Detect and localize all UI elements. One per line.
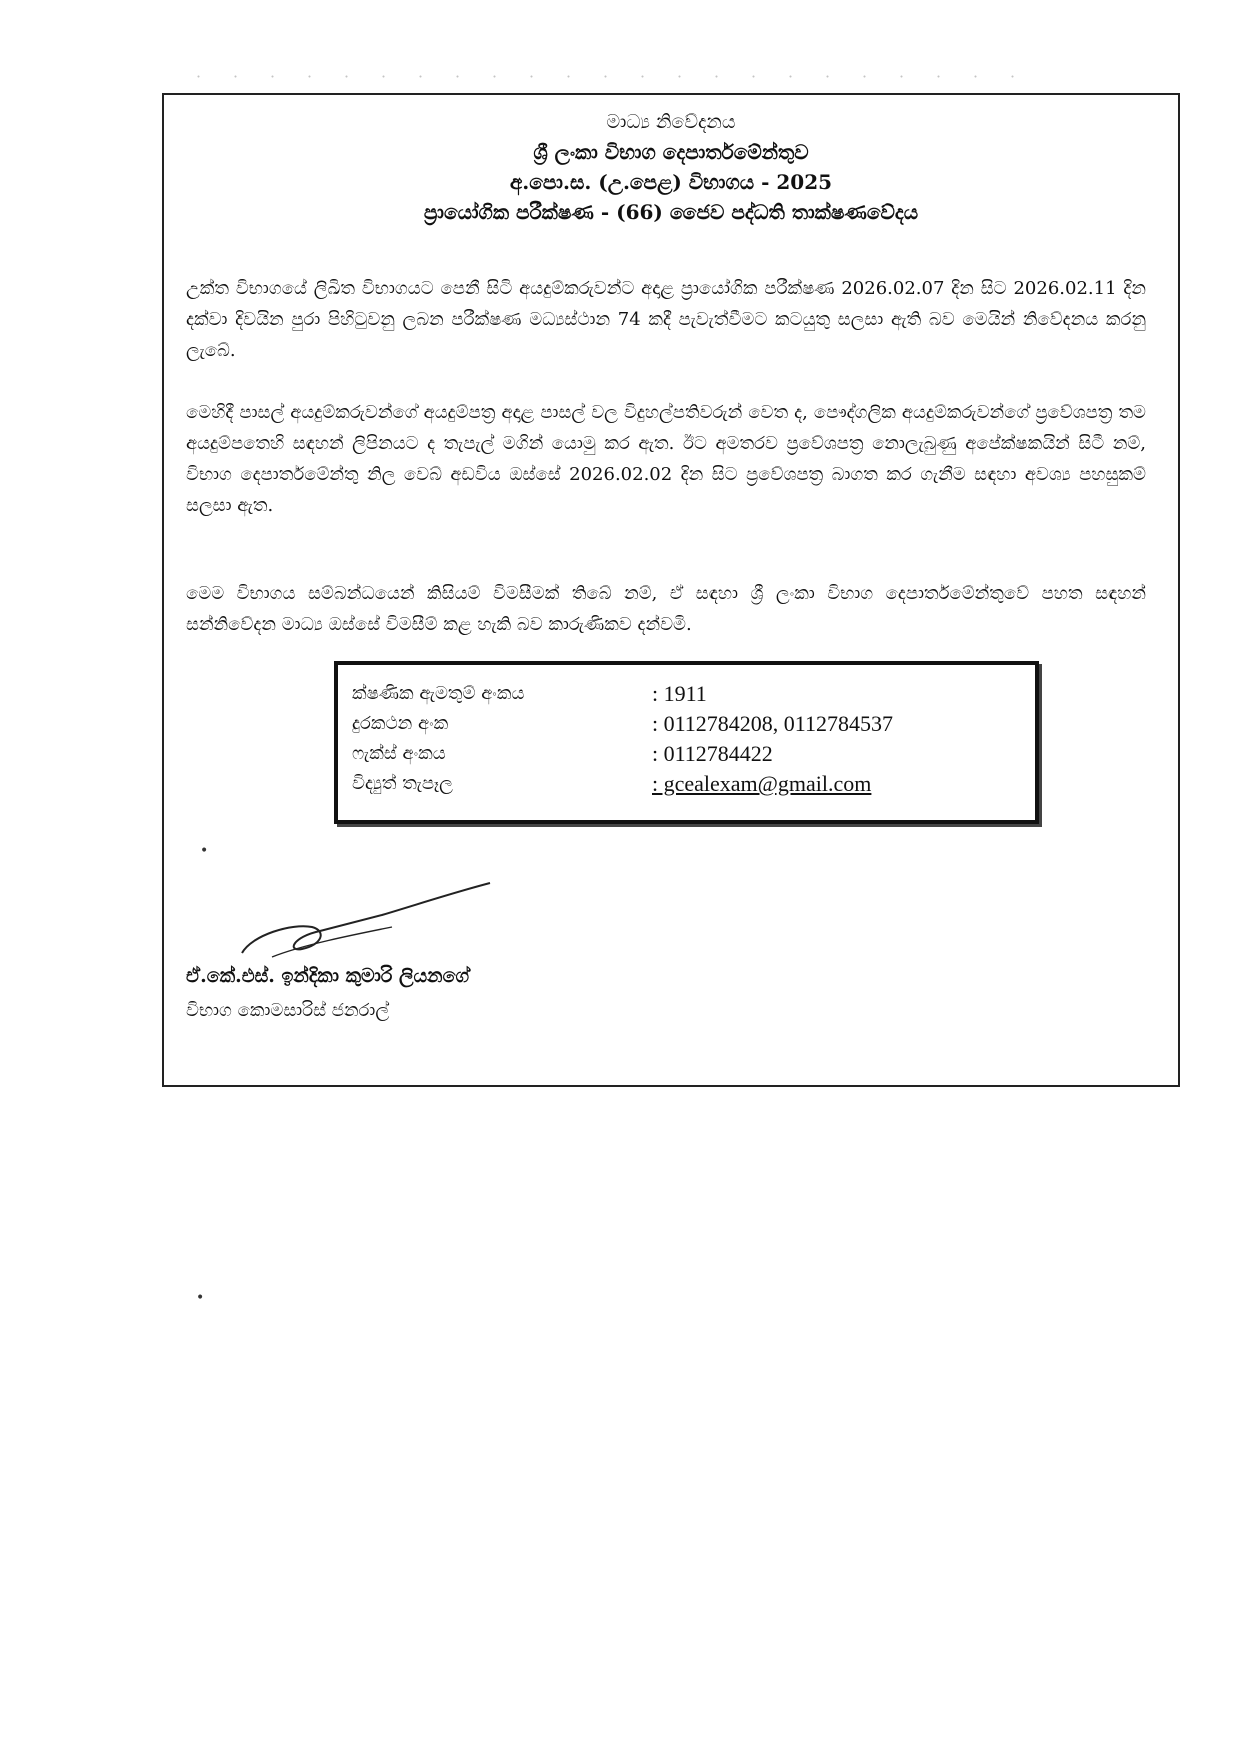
notice-frame	[162, 93, 1180, 1087]
header-department: ශ්‍රී ලංකා විභාග දෙපාර්තමේන්තුව	[533, 140, 809, 164]
header-media-release: මාධ්‍ය නිවේදනය	[606, 111, 736, 133]
contact-label: ක්ෂණික ඇමතුම් අංකය	[352, 683, 525, 704]
signer-title: විභාග කොමසාරිස් ජනරාල්	[186, 1000, 390, 1021]
paragraph-schedule: උක්ත විභාගයේ ලිඛිත විභාගයට පෙනී සිටි අයදුම්කරුවන්ට අදාළ ප්‍රායෝගික පරීක්ෂණ 2026.02.07 දින සිට 2026.02.11 දින දක්වා දිවයින පුරා පිහිටුවනු ලබන පරීක්ෂණ මධ්‍යස්ථාන 74 කදී පැවැත්වීමට කටයුතු සලසා ඇති බව මෙයින් නිවේදනය කරනු ලැබේ.	[186, 278, 1146, 361]
contact-label: දුරකථන අංක	[352, 713, 449, 734]
header-exam: අ.පො.ස. (උ.පෙළ) විභාගය - 2025	[509, 170, 833, 194]
contact-value: : 0112784422	[652, 741, 773, 766]
scan-dot: •	[200, 843, 209, 859]
notice-header	[164, 107, 1178, 227]
paragraph-inquiries: මෙම විභාගය සම්බන්ධයෙන් කිසියම් විමසීමක් තිබේ නම්, ඒ සඳහා ශ්‍රී ලංකා විභාග දෙපාර්තමේන්තුවේ පහත සඳහන් සන්නිවේදන මාධ්‍ය ඔස්සේ විමසීම් කළ හැකි බව කාරුණිකව දන්වමි.	[186, 583, 1146, 635]
contact-label: ෆැක්ස් අංකය	[352, 743, 446, 764]
contact-value: : 1911	[652, 681, 707, 706]
contact-value: : 0112784208, 0112784537	[652, 711, 893, 736]
contact-row-phone	[352, 709, 1032, 739]
contact-box	[334, 661, 1039, 824]
contact-row-hotline	[352, 679, 1032, 709]
signer-name: ඒ.කේ.එස්. ඉන්දිකා කුමාරි ලියනගේ	[186, 965, 470, 987]
header-subject: ප්‍රායෝගික පරීක්ෂණ - (66) ජෛව පද්ධති තාක්ෂණවේදය	[423, 200, 919, 224]
signature-image	[232, 875, 492, 965]
contact-row-email	[352, 769, 1032, 799]
contact-row-fax	[352, 739, 1032, 769]
scan-artifact-strip	[180, 72, 1030, 84]
scan-dot: •	[196, 1290, 205, 1306]
contact-label: විද්‍යුත් තැපෑල	[352, 773, 453, 794]
paragraph-admission: මෙහිදී පාසල් අයදුම්කරුවන්ගේ අයදුම්පත්‍ර අදාළ පාසල් වල විදුහල්පතිවරුන් වෙත ද, පෞද්ගලික අයදුම්කරුවන්ගේ ප්‍රවේශපත්‍ර තම අයදුම්පතෙහි සඳහන් ලිපිනයට ද තැපැල් මගින් යොමු කර ඇත. ඊට අමතරව ප්‍රවේශපත්‍ර නොලැබුණු අපේක්ෂකයින් සිටී නම්, විභාග දෙපාර්තමේන්තු නිල වෙබ් අඩවිය ඔස්සේ 2026.02.02 දින සිට ප්‍රවේශපත්‍ර බාගත කර ගැනීම සඳහා අවශ්‍ය පහසුකම් සලසා ඇත.	[186, 402, 1146, 516]
email-link[interactable]: : gcealexam@gmail.com	[652, 771, 872, 796]
